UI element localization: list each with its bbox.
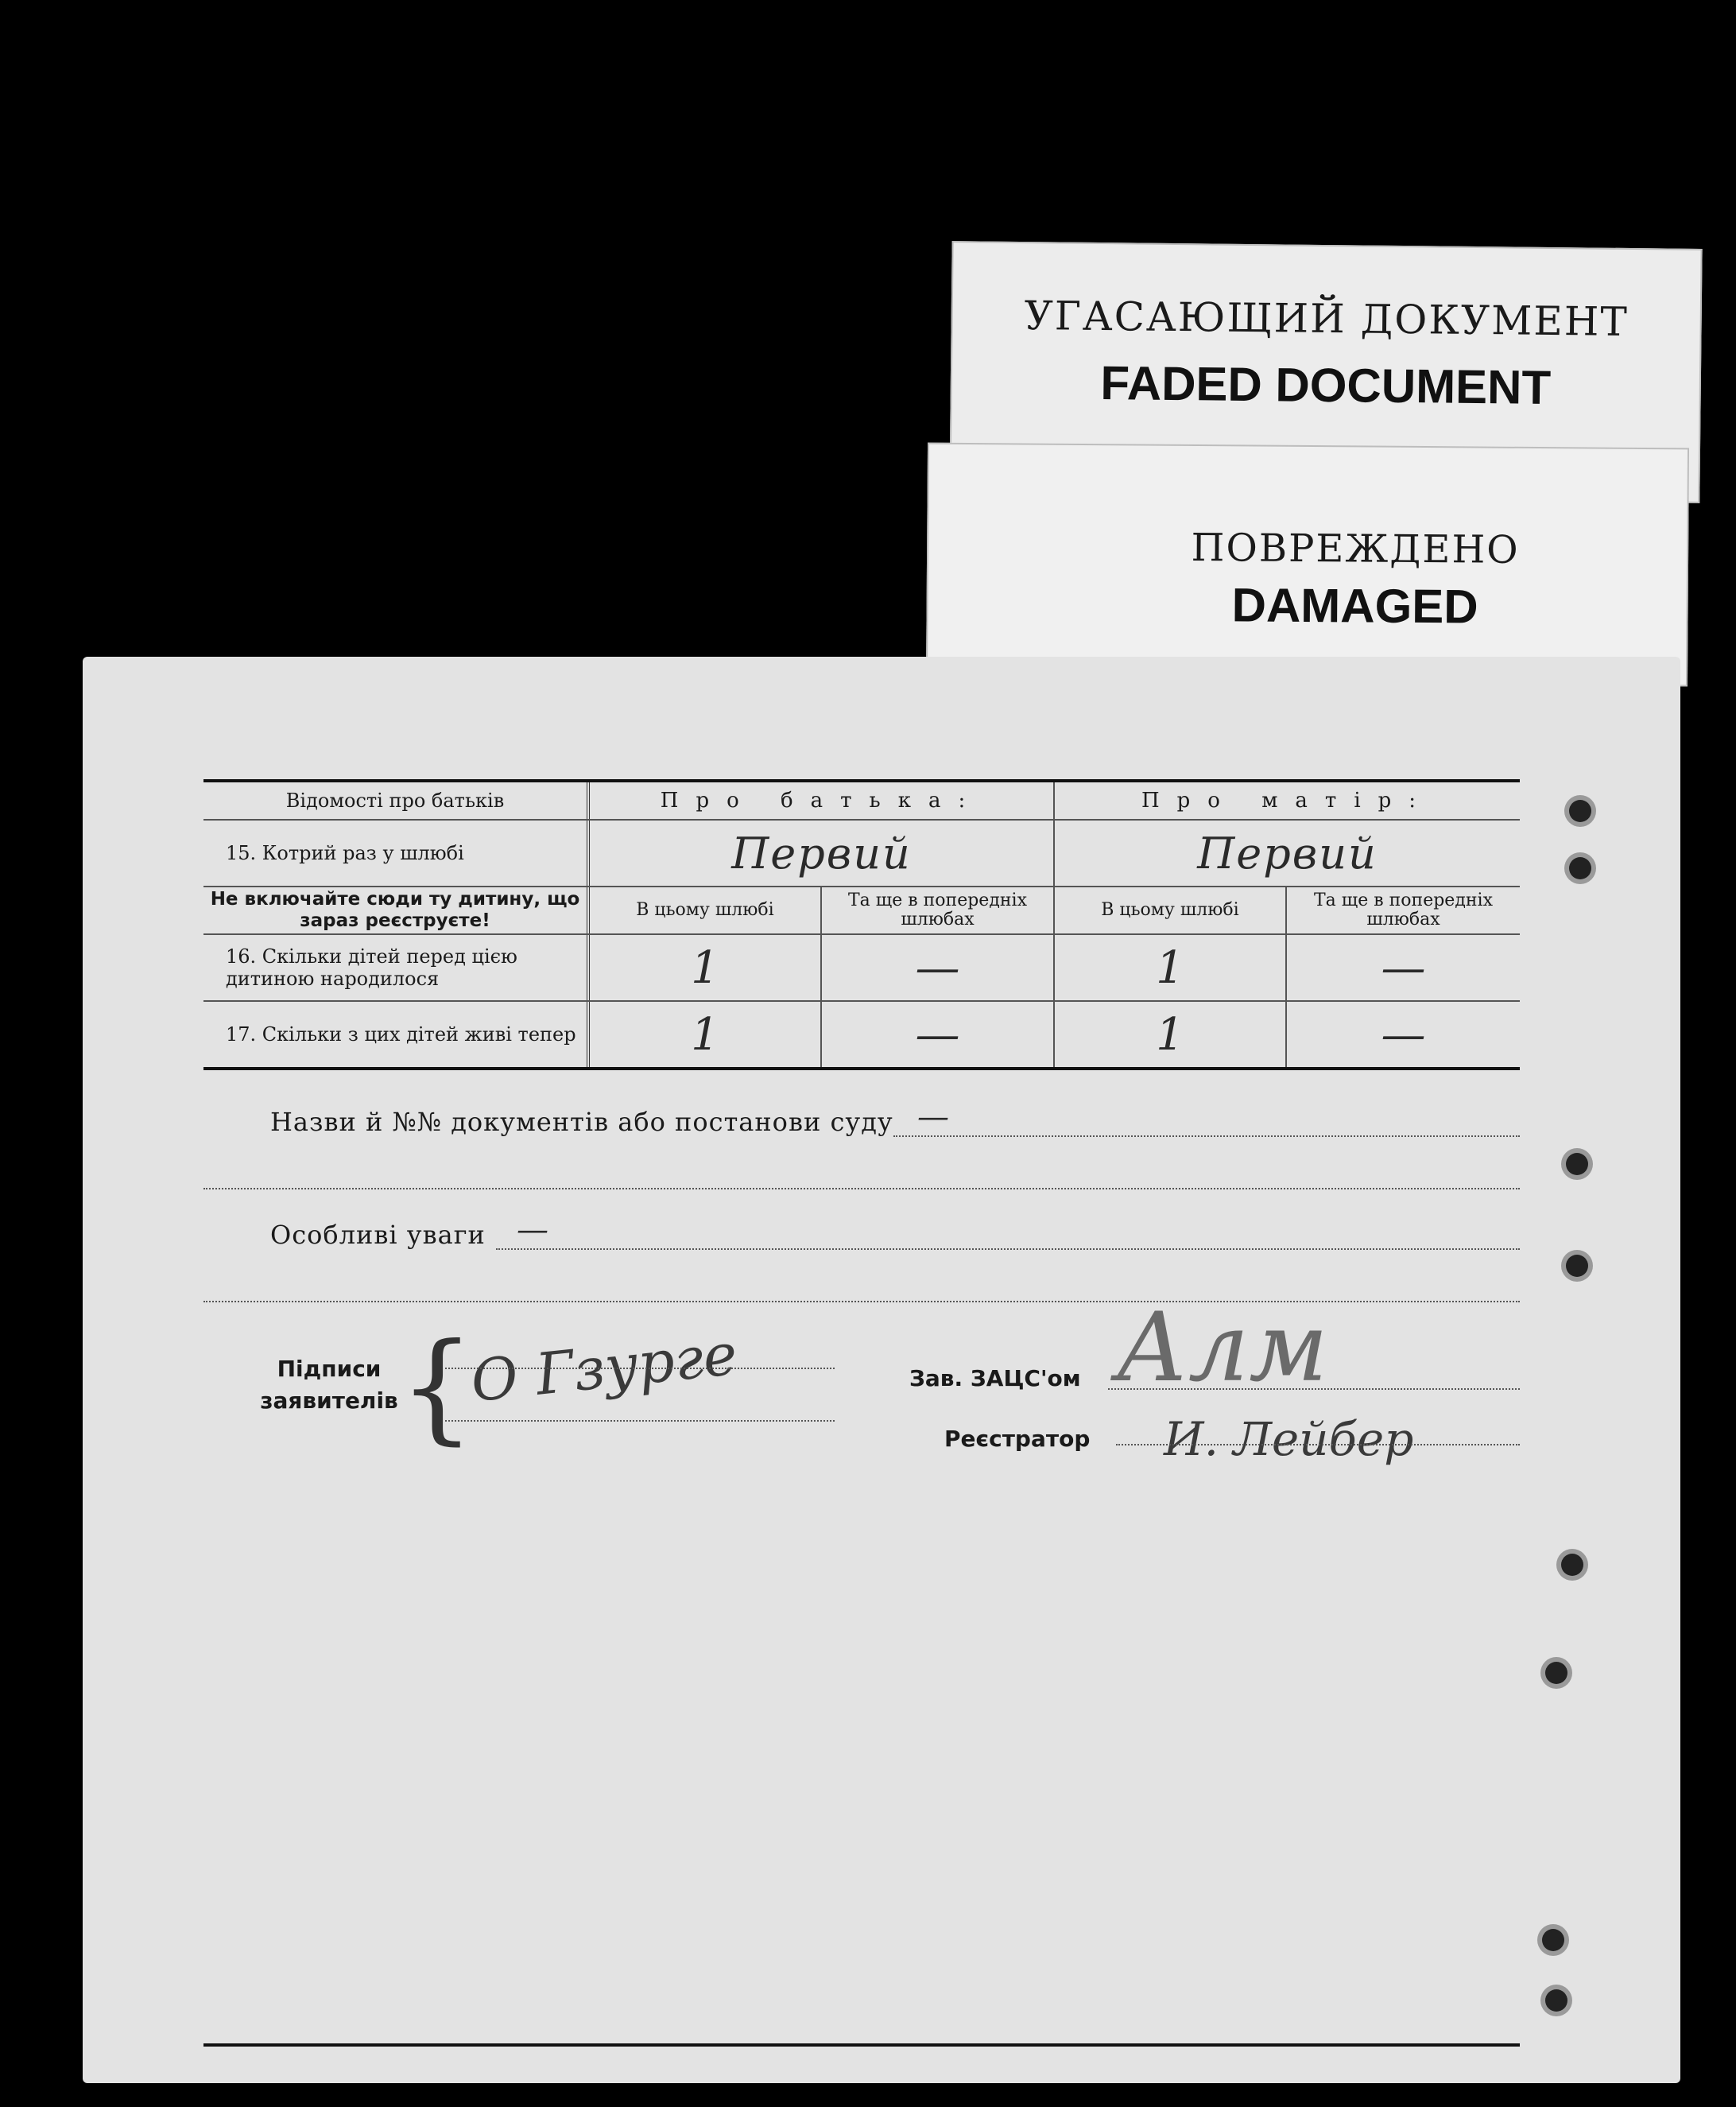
remarks-value: — xyxy=(517,1212,548,1248)
note-row xyxy=(203,887,1520,935)
table-header-row xyxy=(203,782,1520,821)
q15-row xyxy=(203,821,1520,887)
punch-hole xyxy=(1566,1255,1588,1277)
head-zags-label: Зав. ЗАЦС'ом xyxy=(909,1365,1081,1391)
faded-slip-russian: УГАСАЮЩИЙ ДОКУМЕНТ xyxy=(1024,293,1629,345)
header-mother: Про матір: xyxy=(1141,789,1434,813)
damaged-slip-russian: ПОВРЕЖДЕНО xyxy=(1191,525,1520,572)
q16-mother-current: 1 xyxy=(1055,935,1287,1000)
record-page xyxy=(83,657,1680,2083)
damaged-document-slip xyxy=(926,443,1689,687)
applicant-signature-line-2 xyxy=(445,1420,835,1422)
applicant-signature-line-1 xyxy=(445,1368,835,1369)
q17-father-previous: — xyxy=(822,1002,1055,1067)
remarks-line xyxy=(496,1248,1520,1250)
brace-icon: { xyxy=(399,1318,475,1457)
q15-mother-value: Первий xyxy=(1197,828,1378,879)
q17-father-current: 1 xyxy=(590,1002,822,1067)
q16-father-current: 1 xyxy=(590,935,822,1000)
documents-label: Назви й №№ документів або постанови суду xyxy=(270,1107,893,1137)
q17-label: 17. Скільки з цих дітей живі тепер xyxy=(203,1002,590,1067)
punch-hole xyxy=(1545,1989,1567,2012)
applicant-signature: О Гзурге xyxy=(467,1320,741,1415)
father-previous-marriages-header: Та ще в попередніх шлюбах xyxy=(822,887,1055,933)
q16-mother-previous: — xyxy=(1381,941,1426,994)
punch-hole xyxy=(1561,1554,1583,1576)
documents-line-2 xyxy=(203,1188,1520,1189)
registrar-label: Реєстратор xyxy=(944,1426,1091,1452)
punch-hole xyxy=(1569,857,1591,879)
documents-value: — xyxy=(917,1099,949,1135)
q15-father-value: Первий xyxy=(590,821,1055,886)
remarks-label: Особливі уваги xyxy=(270,1220,486,1250)
punch-hole xyxy=(1569,800,1591,822)
q17-row xyxy=(203,1002,1520,1067)
punch-hole xyxy=(1542,1929,1564,1951)
q16-father-previous: — xyxy=(822,935,1055,1000)
head-signature-line xyxy=(1108,1388,1520,1390)
punch-hole xyxy=(1545,1662,1567,1684)
q17-mother-previous: — xyxy=(1381,1008,1426,1061)
registrar-signature-line xyxy=(1116,1444,1520,1445)
damaged-slip-english: DAMAGED xyxy=(1231,578,1478,634)
father-current-marriage-header: В цьому шлюбі xyxy=(590,887,822,933)
registrar-signature: И. Лейбер xyxy=(1164,1412,1414,1466)
documents-line xyxy=(893,1135,1520,1137)
parents-info-table xyxy=(203,779,1520,1070)
bottom-rule xyxy=(203,2043,1520,2047)
faded-slip-english: FADED DOCUMENT xyxy=(1100,356,1552,414)
q16-row xyxy=(203,935,1520,1002)
q16-label: 16. Скільки дітей перед цією дитиною народилося xyxy=(203,935,590,1000)
exclusion-note: Не включайте сюди ту дитину, що зараз реєструєте! xyxy=(203,887,590,933)
mother-current-marriage-header: В цьому шлюбі xyxy=(1055,887,1287,933)
head-signature: Алм xyxy=(1116,1293,1328,1403)
header-father: Про батька: xyxy=(590,782,1055,819)
mother-previous-marriages-header: Та ще в попередніх шлюбах xyxy=(1314,891,1493,929)
q17-mother-current: 1 xyxy=(1055,1002,1287,1067)
header-label: Відомості про батьків xyxy=(203,782,590,819)
punch-hole xyxy=(1566,1153,1588,1175)
applicants-signatures-label: Підписи заявителів xyxy=(260,1356,398,1414)
q15-label: 15. Котрий раз у шлюбі xyxy=(203,821,590,886)
